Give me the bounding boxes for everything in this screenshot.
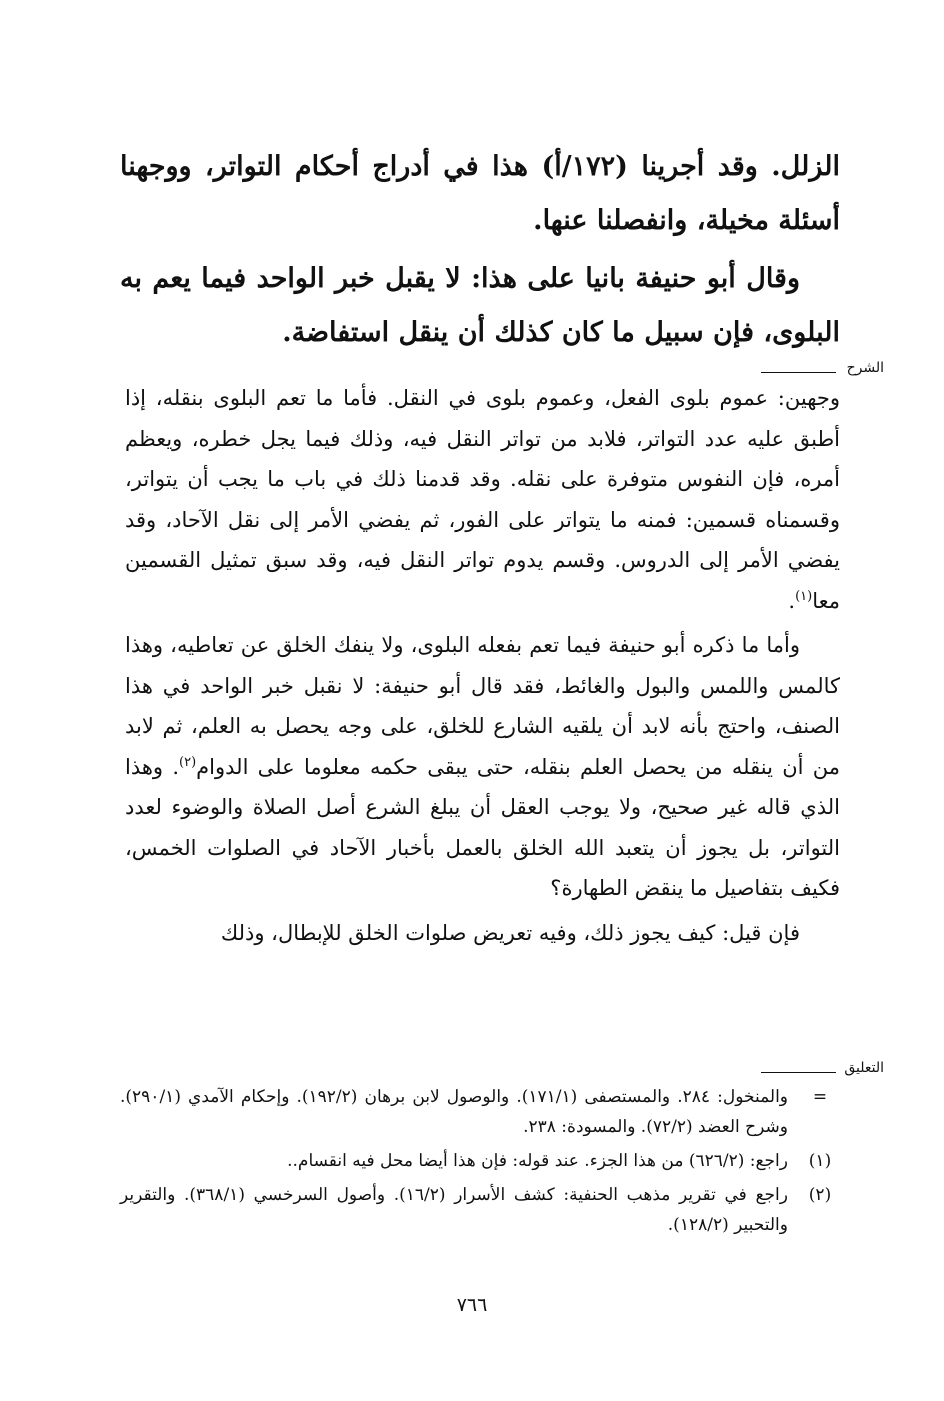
footnote-2 [120, 1180, 840, 1240]
commentary-paragraph-2 [125, 625, 840, 909]
footnote-continuation [120, 1082, 840, 1142]
commentary-paragraph-2-text-a: وأما ما ذكره أبو حنيفة فيما تعم بفعله البلوى، ولا ينفك الخلق عن تعاطيه، وهذا كالمس واللمس والبول والغائط، فقد قال أبو حنيفة: لا نقبل خبر الواحد في هذا الصنف، واحتج بأنه لابد أن يلقيه الشارع للخلق، على وجه يحصل به العلم، ثم لابد من أن ينقله من يحصل العلم بنقله، حتى يبقى حكمه معلوما على الدوام [125, 633, 840, 779]
commentary-paragraph-2-text-b: . وهذا الذي قاله غير صحيح، ولا يوجب العقل أن يبلغ الشرع أصل الصلاة والوضوء لعدد التواتر، بل يجوز أن يتعبد الله الخلق بالعمل بأخبار الآحاد في الصلوات الخمس، فكيف بتفاصيل ما ينقض الطهارة؟ [125, 754, 840, 900]
footnote-ref-2: (٢) [179, 754, 197, 770]
footnote-mark: (١) [808, 1151, 832, 1171]
commentary-paragraph-1 [125, 378, 840, 621]
footnote-1 [120, 1146, 840, 1176]
main-text-paragraph-1: الزلل. وقد أجرينا (١٧٢/أ) هذا في أدراج أحكام التواتر، ووجهنا أسئلة مخيلة، وانفصلنا عنها. [120, 151, 840, 236]
page-number: ٧٦٦ [456, 1294, 488, 1316]
footnote-text: راجع: (٦٢٦/٢) من هذا الجزء. عند قوله: فإن هذا أيضا محل فيه انقسام.. [287, 1151, 788, 1171]
footnote-text: راجع في تقرير مذهب الحنفية: كشف الأسرار (١٦/٢). وأصول السرخسي (٣٦٨/١). والتقرير والتحبير (١٢٨/٢). [120, 1185, 788, 1235]
footnote-ref-1: (١) [795, 588, 813, 604]
footnotes [120, 1082, 840, 1240]
footnotes-rule [761, 1072, 836, 1073]
footnote-mark: = [812, 1087, 828, 1107]
main-text-paragraph-2: وقال أبو حنيفة بانيا على هذا: لا يقبل خبر الواحد فيما يعم به البلوى، فإن سبيل ما كان كذلك أن ينقل استفاضة. [120, 263, 840, 348]
commentary-paragraph-1-end: . [788, 588, 796, 613]
main-text [120, 140, 840, 360]
commentary-label: الشرح [846, 360, 884, 376]
footnote-mark: (٢) [808, 1185, 832, 1205]
footnotes-label: التعليق [844, 1060, 884, 1076]
commentary-paragraph-1-text: وجهين: عموم بلوى الفعل، وعموم بلوى في النقل. فأما ما تعم البلوى بنقله، إذا أطبق عليه عدد التواتر، فلابد من تواتر النقل فيه، وذلك فيما يجل خطره، ويعظم أمره، فإن النفوس متوفرة على نقله. وقد قدمنا ذلك في باب ما يجب أن يتواتر، وقسمناه قسمين: فمنه ما يتواتر على الفور، ثم يفضي الأمر إلى نقل الآحاد، وقد يفضي الأمر إلى الدروس. وقسم يدوم تواتر النقل فيه، وقد سبق تمثيل القسمين معا [125, 386, 840, 613]
commentary-rule [761, 372, 836, 373]
commentary [125, 378, 840, 953]
footnote-text: والمنخول: ٢٨٤. والمستصفى (١٧١/١). والوصول لابن برهان (١٩٢/٢). وإحكام الآمدي (٢٩٠/١). وشرح العضد (٧٢/٢). والمسودة: ٢٣٨. [120, 1087, 789, 1137]
commentary-paragraph-3: فإن قيل: كيف يجوز ذلك، وفيه تعريض صلوات الخلق للإبطال، وذلك [220, 920, 800, 945]
